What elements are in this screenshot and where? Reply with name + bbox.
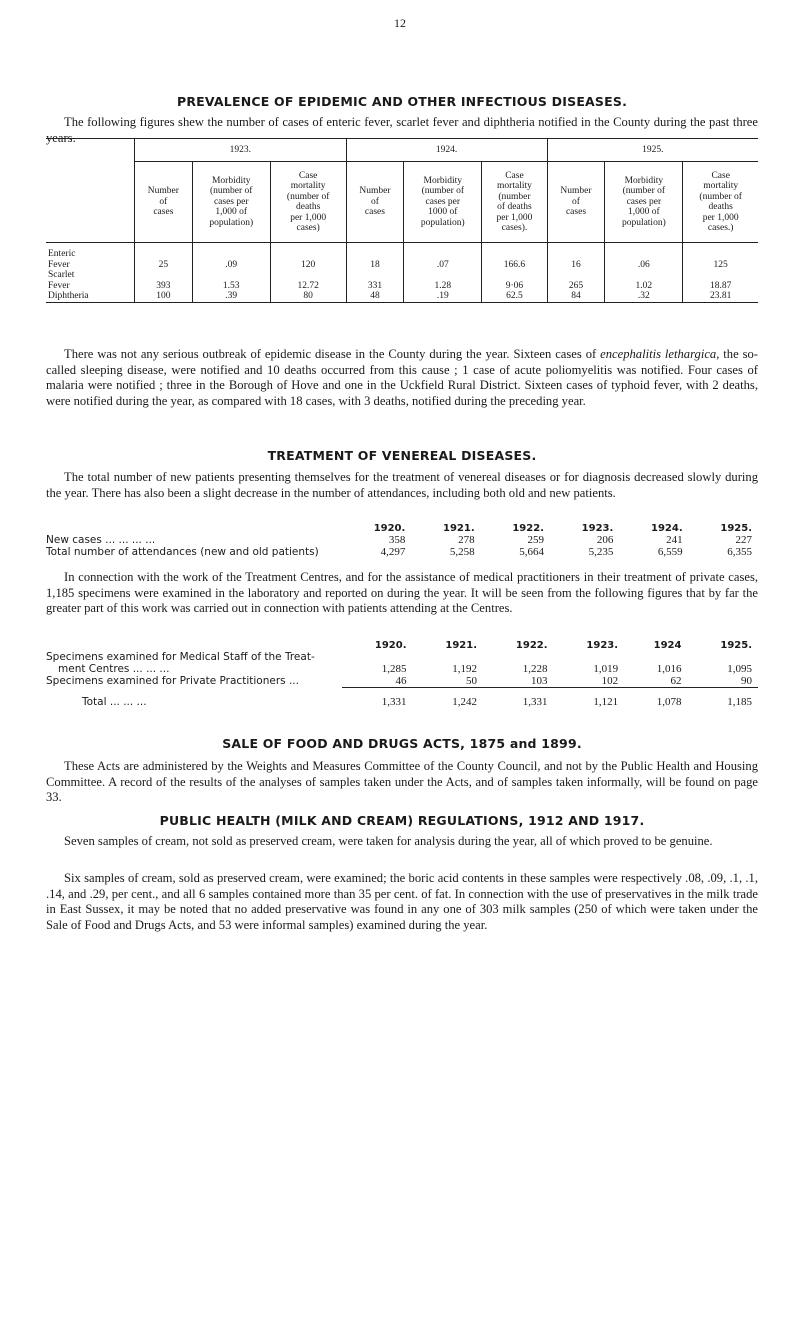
total-row (46, 696, 758, 708)
table-row (46, 546, 758, 558)
venereal-table (46, 523, 758, 558)
table-cell: 1.28 (404, 270, 482, 291)
milk-paragraph-2: Six samples of cream, sold as preserved cream, were examined; the boric acid contents in these samples were respectively .08, .09, .1, .1, .14, and .29, per cent., and all 6 samples contained more than 35 per cent. of fat. In connection with the use of preservatives in the milk trade in East Sussex, it may be noted that no added preservative was found in any one of 303 milk samples (250 of which were taken under the Sale of Food and Drugs Acts, and 53 were informal samples) examined during the year. (46, 871, 758, 932)
intro-paragraph: The following figures shew the number of cases of enteric fever, scarlet fever and diphtheria notified in the County during the past three years. (46, 115, 758, 145)
table-cell: 25 (135, 243, 193, 271)
prevalence-paragraph: There was not any serious outbreak of epidemic disease in the County during the year. Sixteen cases of encephalitis lethargica, the so-called sleeping disease, were notified and 10 deaths occurred from this cause ; 1 case of acute poliomyelitis was notified. Four cases of malaria were notified ; three in the Borough of Hove and one in the Uckfield Rural District. Sixteen cases of typhoid fever, with 2 deaths, were notified during the year, as compared with 18 cases, with 3 deaths, notified during the preceding year. (46, 347, 758, 408)
year-1925: 1925. (547, 139, 758, 162)
table-cell: 1,095 (727, 663, 752, 675)
table-cell: 103 (531, 675, 548, 687)
table-cell: 16 (547, 243, 605, 271)
table-cell: 100 (135, 291, 193, 302)
column-header: Morbidity (number of cases per 1,000 of population) (605, 162, 683, 243)
table-cell: 4,297 (380, 546, 406, 558)
table-cell: 102 (601, 675, 619, 687)
table-cell: 12.72 (270, 270, 346, 291)
row-label: New cases ... ... ... ... (46, 534, 156, 546)
column-header: Number of cases (135, 162, 193, 243)
table-cell: 23.81 (683, 291, 758, 302)
column-header: Number of cases (346, 162, 404, 243)
total-cell: 1,242 (452, 696, 478, 708)
year-header: 1923. (581, 523, 614, 534)
row-label: Diphtheria (48, 291, 89, 301)
row-label-header (46, 162, 135, 243)
table-cell: 18 (346, 243, 404, 271)
table-cell: .07 (404, 243, 482, 271)
year-header: 1922. (515, 640, 548, 651)
table-row (46, 291, 758, 302)
label-header (46, 640, 342, 651)
table-cell: 1,016 (656, 663, 682, 675)
page-number: 12 (394, 16, 406, 30)
table-row (46, 243, 758, 271)
year-header: 1921. (443, 523, 475, 534)
row-label: Scarlet Fever (48, 270, 75, 291)
column-header-row (46, 162, 758, 243)
table-cell: .09 (192, 243, 270, 271)
heading-food-drugs: SALE OF FOOD AND DRUGS ACTS, 1875 and 1899. (222, 736, 582, 751)
table-cell: 125 (683, 243, 758, 271)
table-cell: 62.5 (482, 291, 547, 302)
table-cell: 241 (666, 534, 683, 546)
table-cell: 5,235 (588, 546, 614, 558)
table-cell: 6,559 (657, 546, 683, 558)
table-row (46, 675, 758, 688)
table-cell: .06 (605, 243, 683, 271)
label-header (46, 523, 342, 534)
table-cell: 5,258 (449, 546, 475, 558)
table-cell: 62 (670, 675, 682, 687)
year-header: 1920. (373, 523, 406, 534)
table-cell: 393 (135, 270, 193, 291)
column-header: Morbidity (number of cases per 1000 of population) (404, 162, 482, 243)
table-cell: 18.87 (683, 270, 758, 291)
column-header: Case mortality (number of deaths per 1,000 cases). (482, 162, 547, 243)
year-1923: 1923. (135, 139, 347, 162)
table-cell: 80 (270, 291, 346, 302)
total-cell: 1,185 (727, 696, 752, 708)
table-cell: 120 (270, 243, 346, 271)
row-label: Enteric Fever (48, 249, 76, 270)
table-cell: 90 (741, 675, 752, 687)
table-cell: 50 (466, 675, 478, 687)
table-cell: 278 (458, 534, 475, 546)
year-header: 1922. (512, 523, 544, 534)
total-cell: 1,121 (593, 696, 619, 708)
table-cell: 227 (735, 534, 752, 546)
treatment-paragraph: In connection with the work of the Treatment Centres, and for the assistance of medical practitioners in their treatment of private cases, 1,185 specimens were examined in the laboratory and reported on during the year. It will be seen from the following figures that by far the greater part of this work was carried out in connection with patients attending at the Centres. (46, 570, 758, 616)
row-label: Specimens examined for Private Practitioners ... (46, 675, 299, 688)
column-header: Number of cases (547, 162, 605, 243)
column-header: Case mortality (number of deaths per 1,000 cases) (270, 162, 346, 243)
table-cell: 166.6 (482, 243, 547, 271)
table-cell: 358 (388, 534, 406, 546)
table-cell: 48 (346, 291, 404, 302)
heading-venereal: TREATMENT OF VENEREAL DISEASES. (267, 448, 537, 463)
table-cell: .19 (404, 291, 482, 302)
table-cell: 1.53 (192, 270, 270, 291)
year-header: 1920. (374, 640, 407, 651)
table-cell: .32 (605, 291, 683, 302)
row-label: ment Centres ... ... ... (58, 663, 170, 675)
column-header: Case mortality (number of deaths per 1,000 cases.) (683, 162, 758, 243)
year-header: 1925. (720, 640, 752, 651)
table-cell: 206 (596, 534, 614, 546)
table-cell: 9·06 (482, 270, 547, 291)
total-label: Total ... ... ... (82, 696, 147, 708)
column-header: Morbidity (number of cases per 1,000 of population) (192, 162, 270, 243)
table-cell: 84 (547, 291, 605, 302)
table-cell: 5,664 (519, 546, 544, 558)
year-header: 1923. (586, 640, 619, 651)
table-cell: 6,355 (727, 546, 752, 558)
year-header: 1924 (653, 640, 682, 651)
specimens-table (46, 640, 758, 708)
table-cell: 1.02 (605, 270, 683, 291)
table-row (46, 663, 758, 675)
heading-milk-cream: PUBLIC HEALTH (MILK AND CREAM) REGULATIONS, 1912 AND 1917. (159, 813, 645, 828)
total-cell: 1,331 (522, 696, 548, 708)
prevalence-table (46, 138, 758, 303)
total-cell: 1,078 (656, 696, 682, 708)
food-paragraph: These Acts are administered by the Weights and Measures Committee of the County Council, and not by the Public Health and Housing Committee. A record of the results of the analyses of samples taken under the Acts, and of samples taken informally, will be found on page 33. (46, 759, 758, 805)
row-label: Specimens examined for Medical Staff of the Treat- (46, 651, 315, 663)
year-header: 1925. (720, 523, 752, 534)
table-cell: 259 (527, 534, 544, 546)
year-1924: 1924. (346, 139, 547, 162)
milk-paragraph-1: Seven samples of cream, not sold as preserved cream, were taken for analysis during the year, all of which proved to be genuine. (64, 834, 713, 848)
row-label: Total number of attendances (new and old patients) (46, 546, 319, 558)
table-cell: .39 (192, 291, 270, 302)
heading-prevalence: PREVALENCE OF EPIDEMIC AND OTHER INFECTIOUS DISEASES. (176, 94, 628, 109)
table-cell: 1,285 (381, 663, 407, 675)
venereal-paragraph: The total number of new patients presenting themselves for the treatment of venereal diseases or for diagnosis decreased slowly during the year. There has also been a slight decrease in the number of attendances, including both old and new patients. (46, 470, 758, 500)
total-cell: 1,331 (381, 696, 407, 708)
table-row (46, 270, 758, 291)
table-cell: 46 (395, 675, 407, 687)
table-cell: 1,019 (593, 663, 619, 675)
table-cell: 265 (547, 270, 605, 291)
table-cell: 1,192 (452, 663, 478, 675)
table-cell: 1,228 (522, 663, 548, 675)
table-row (46, 534, 758, 546)
table-cell: 331 (346, 270, 404, 291)
year-header: 1921. (445, 640, 478, 651)
year-header: 1924. (651, 523, 683, 534)
